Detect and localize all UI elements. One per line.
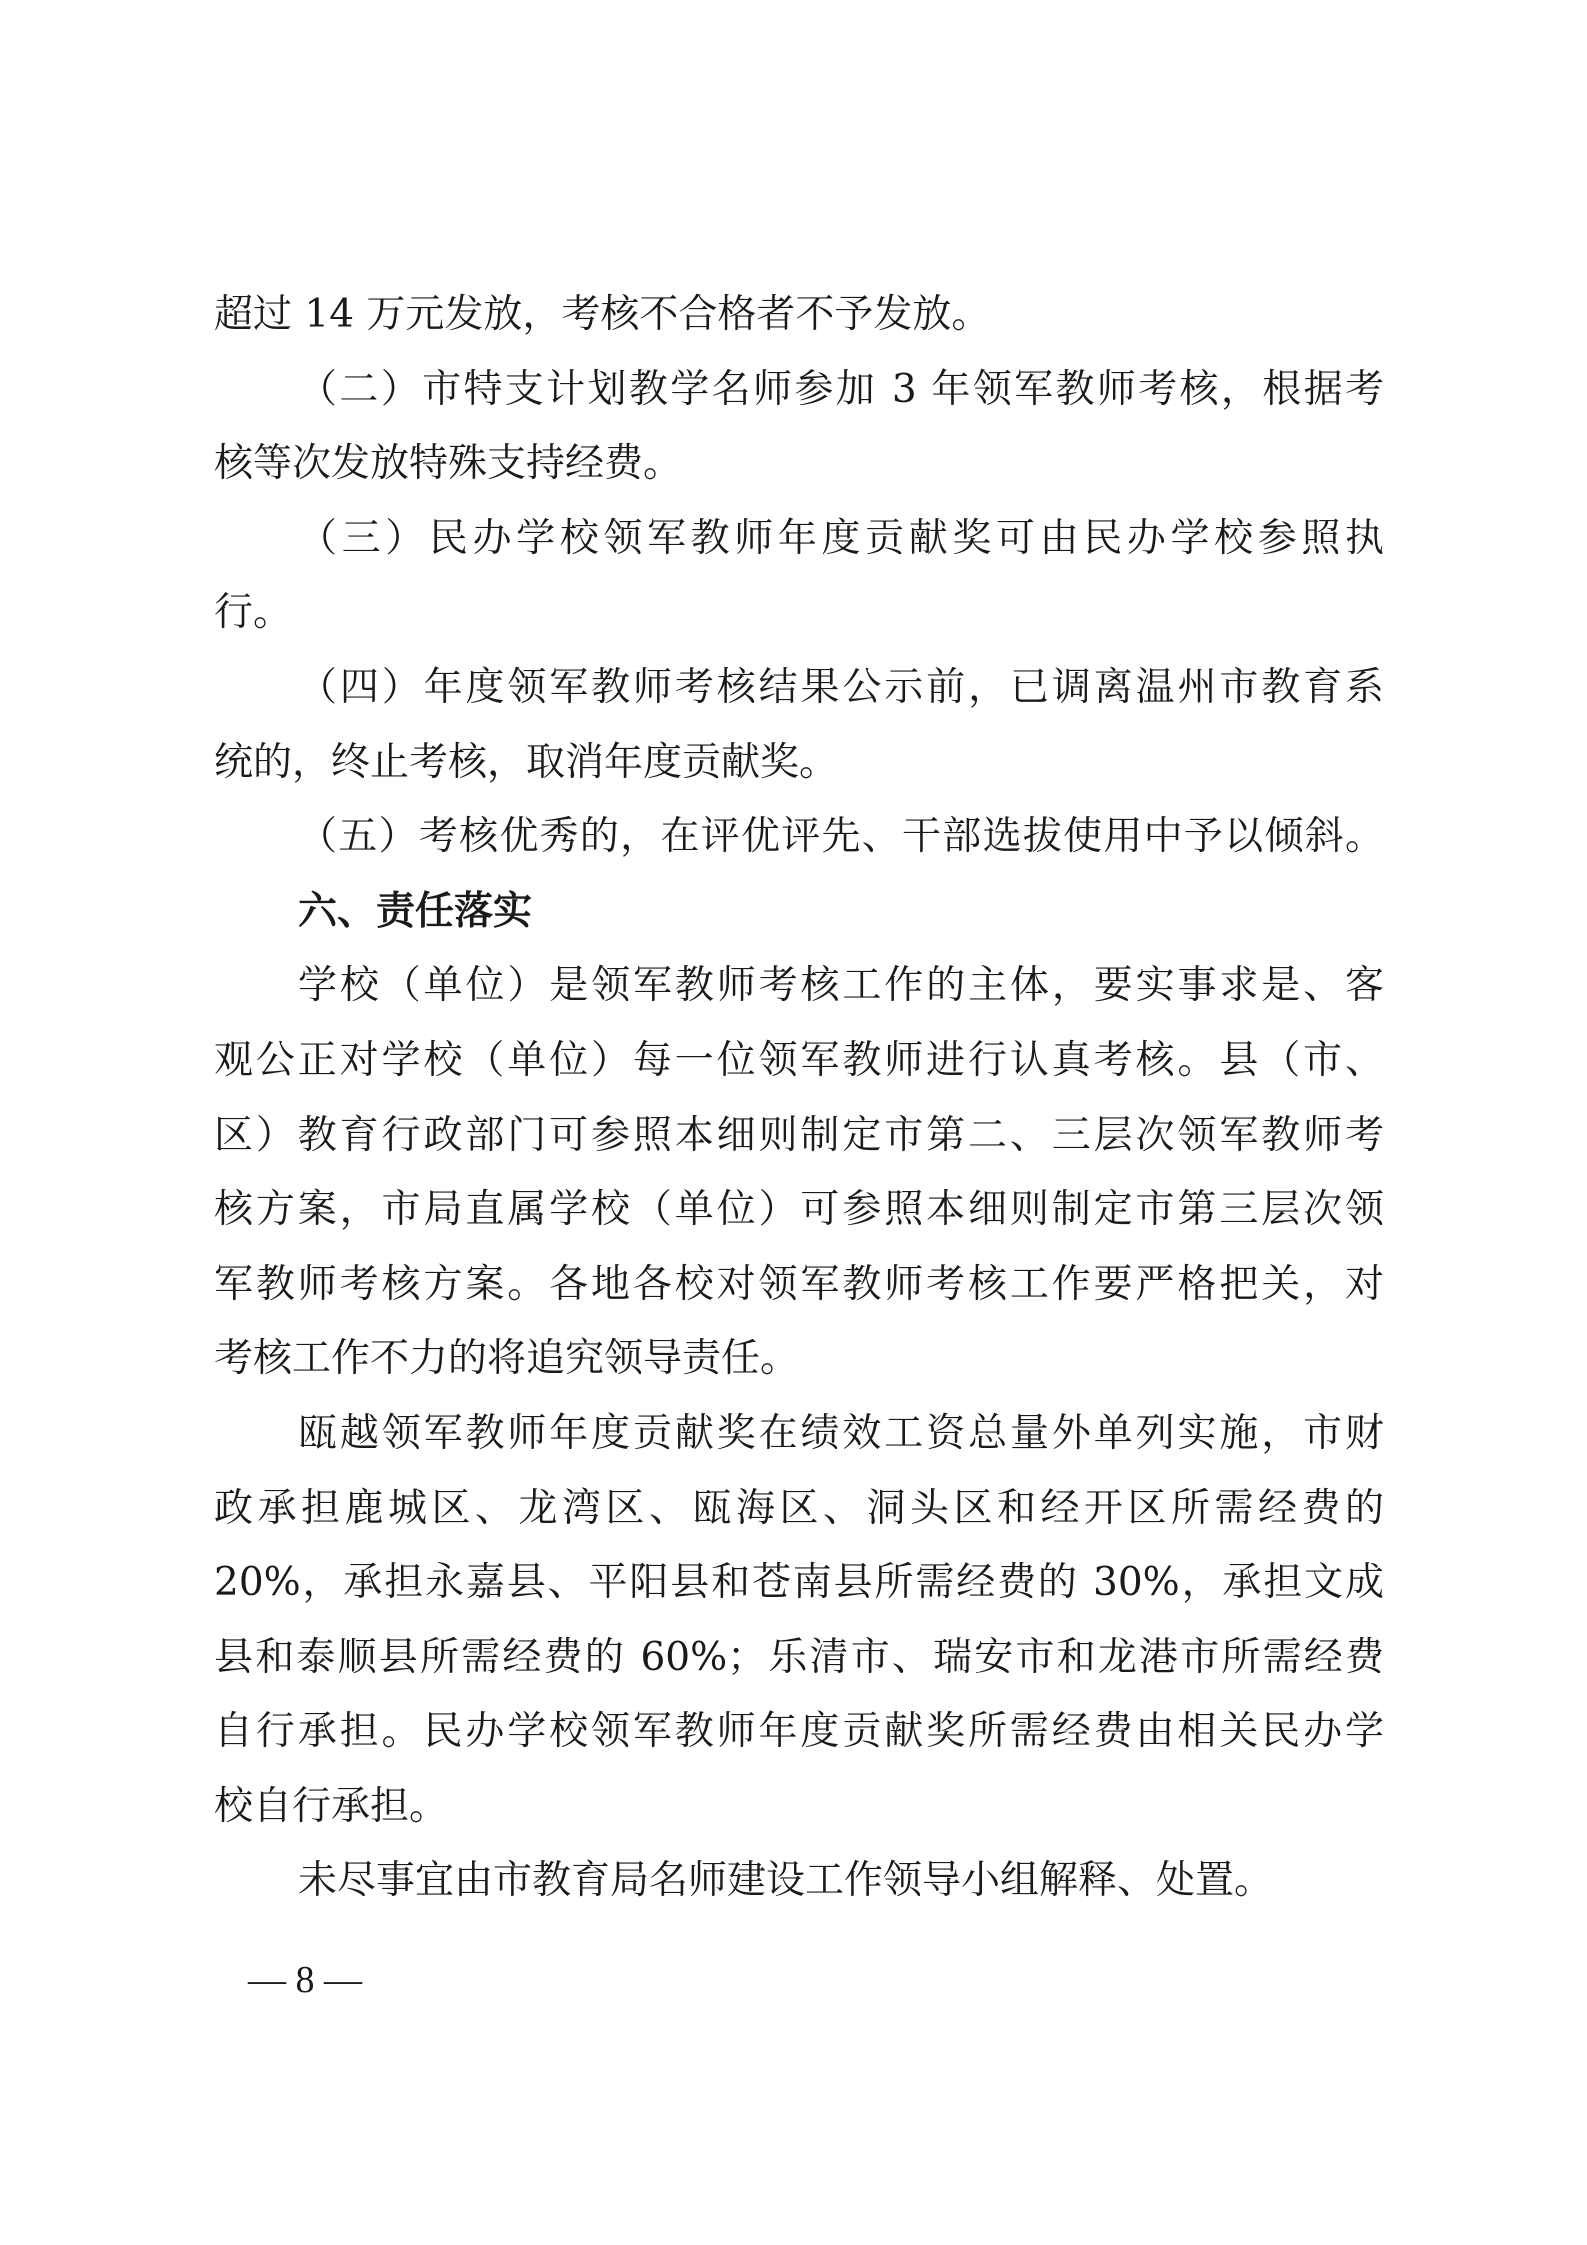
text-line: 行。 <box>214 590 293 636</box>
text-line: （二）市特支计划教学名师参加 3 年领军教师考核，根据考 <box>298 366 1384 412</box>
text-line: 未尽事宜由市教育局名师建设工作领导小组解释、处置。 <box>298 1858 1274 1904</box>
section-heading: 六、责任落实 <box>298 888 533 934</box>
paragraph-item-4 <box>214 651 1384 800</box>
text-line: 瓯越领军教师年度贡献奖在绩效工资总量外单列实施，市财 <box>298 1410 1384 1456</box>
text-line: （五）考核优秀的，在评优评先、干部选拔使用中予以倾斜。 <box>298 814 1384 860</box>
text-line: 政承担鹿城区、龙湾区、瓯海区、洞头区和经开区所需经费的 <box>214 1485 1384 1531</box>
paragraph-item-3 <box>214 502 1384 651</box>
text-line: 自行承担。民办学校领军教师年度贡献奖所需经费由相关民办学 <box>214 1709 1384 1755</box>
text-line: 县和泰顺县所需经费的 60%；乐清市、瑞安市和龙港市所需经费 <box>214 1634 1384 1680</box>
text-line: 核等次发放特殊支持经费。 <box>214 441 683 487</box>
section-paragraph-closing <box>214 1844 1384 1919</box>
text-line: （三）民办学校领军教师年度贡献奖可由民办学校参照执 <box>298 515 1384 561</box>
text-line: 校自行承担。 <box>214 1783 449 1829</box>
text-line: 核方案，市局直属学校（单位）可参照本细则制定市第三层次领 <box>214 1187 1384 1233</box>
text-line: （四）年度领军教师考核结果公示前，已调离温州市教育系 <box>298 664 1384 710</box>
text-line: 超过 14 万元发放，考核不合格者不予发放。 <box>214 292 991 337</box>
section-paragraph-responsibility <box>214 949 1384 1397</box>
text-line: 统的，终止考核，取消年度贡献奖。 <box>214 739 839 785</box>
paragraph-item-5 <box>214 800 1384 875</box>
text-line: 学校（单位）是领军教师考核工作的主体，要实事求是、客 <box>298 963 1384 1009</box>
section-paragraph-funding <box>214 1397 1384 1845</box>
text-line: 观公正对学校（单位）每一位领军教师进行认真考核。县（市、 <box>214 1037 1384 1083</box>
text-line: 区）教育行政部门可参照本细则制定市第二、三层次领军教师考 <box>214 1112 1384 1158</box>
text-line: 军教师考核方案。各地各校对领军教师考核工作要严格把关，对 <box>214 1261 1384 1307</box>
text-line: 20%，承担永嘉县、平阳县和苍南县所需经费的 30%，承担文成 <box>214 1560 1384 1606</box>
text-line: 考核工作不力的将追究领导责任。 <box>214 1336 800 1382</box>
paragraph-item-2 <box>214 353 1384 502</box>
paragraph-continuation <box>214 278 1384 353</box>
document-body <box>214 278 1384 1919</box>
page-number: — 8 — <box>248 1959 362 2001</box>
